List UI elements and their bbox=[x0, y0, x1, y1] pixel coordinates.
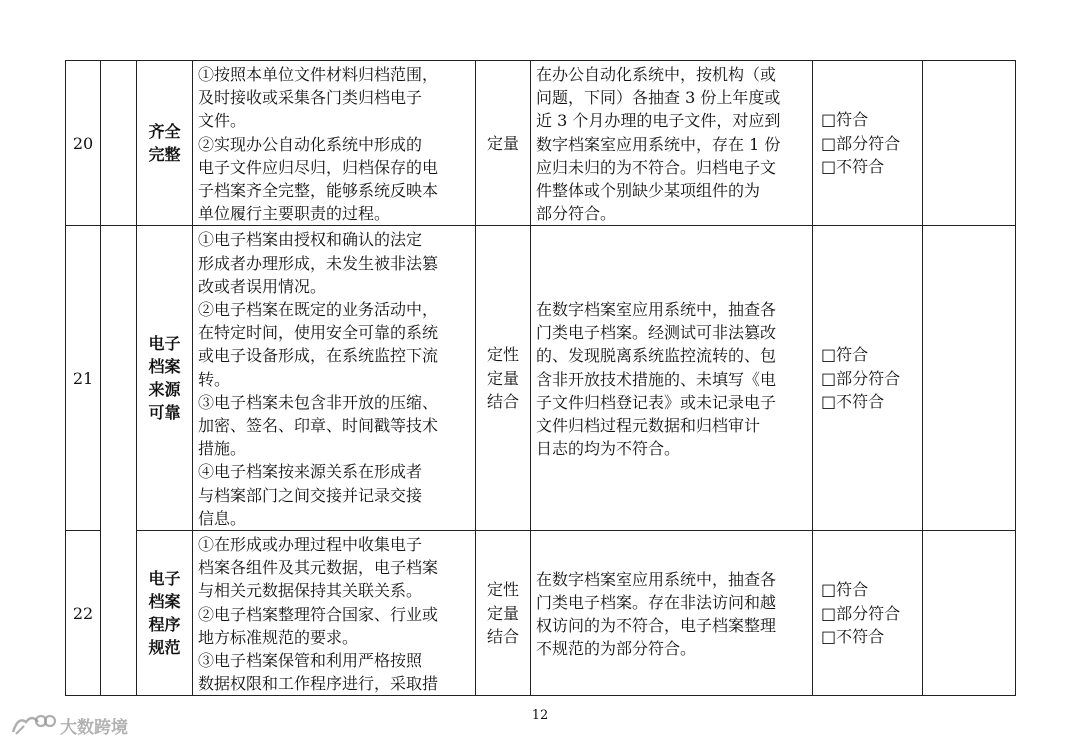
item-name-line: 电子 bbox=[148, 568, 181, 588]
evaluation-method-line: 近 3 个月办理的电子文件，对应到 bbox=[536, 111, 781, 131]
requirement-text-line: 文件。 bbox=[198, 111, 247, 131]
category-cell bbox=[101, 531, 137, 696]
evaluation-method-line: 文件归档过程元数据和归档审计 bbox=[536, 416, 761, 436]
requirement-text-line: 加密、签名、印章、时间戳等技术 bbox=[198, 416, 439, 436]
requirement-text-line: 或电子设备形成，在系统监控下流 bbox=[198, 346, 439, 366]
category-cell bbox=[101, 226, 137, 531]
evaluation-method-line: 含非开放技术措施的、未填写《电 bbox=[536, 369, 777, 389]
evaluation-method-line: 部分符合。 bbox=[536, 204, 617, 224]
evaluation-method-line: 门类电子档案。存在非法访问和越 bbox=[536, 593, 777, 613]
evaluation-method bbox=[531, 61, 813, 226]
requirement-text-line: ①在形成或办理过程中收集电子 bbox=[198, 535, 423, 555]
result-checkbox-option[interactable]: □部分符合 bbox=[821, 133, 901, 153]
requirement-text-line: 数据权限和工作程序进行，采取措 bbox=[198, 674, 439, 694]
item-name bbox=[137, 226, 193, 531]
row-number: 21 bbox=[66, 226, 101, 531]
evaluation-type-line: 定性 bbox=[486, 345, 519, 365]
item-name-line: 规范 bbox=[148, 638, 181, 658]
remarks-cell bbox=[923, 61, 1016, 226]
requirement-text-line: ②电子档案整理符合国家、行业或 bbox=[198, 604, 439, 624]
requirement-text-line: 子档案齐全完整，能够系统反映本 bbox=[198, 181, 439, 201]
result-options bbox=[813, 226, 923, 531]
evaluation-type-line: 结合 bbox=[486, 391, 519, 411]
result-options bbox=[813, 531, 923, 696]
item-name-line: 来源 bbox=[148, 380, 181, 400]
evaluation-method-line: 的、发现脱离系统监控流转的、包 bbox=[536, 346, 777, 366]
requirement-text-line: ④电子档案按来源关系在形成者 bbox=[198, 462, 423, 482]
watermark bbox=[10, 712, 128, 738]
evaluation-method-line: 在数字档案室应用系统中，抽查各 bbox=[536, 300, 777, 320]
page-number: 12 bbox=[531, 708, 549, 723]
item-name-line: 程序 bbox=[148, 615, 181, 635]
result-checkbox-option[interactable]: □不符合 bbox=[821, 626, 885, 646]
evaluation-type-line: 定量 bbox=[486, 603, 519, 623]
evaluation-method-line: 在办公自动化系统中，按机构（或 bbox=[536, 65, 777, 84]
result-checkbox-option[interactable]: □符合 bbox=[821, 345, 869, 365]
item-name-line: 齐全 bbox=[148, 122, 181, 141]
evaluation-type bbox=[476, 531, 531, 696]
result-checkbox-option[interactable]: □部分符合 bbox=[821, 603, 901, 623]
evaluation-method-line: 门类电子档案。经测试可非法篡改 bbox=[536, 323, 777, 343]
table-row bbox=[66, 61, 1016, 226]
remarks-cell bbox=[923, 531, 1016, 696]
evaluation-type-line: 定性 bbox=[486, 580, 519, 600]
requirement-text-line: 地方标准规范的要求。 bbox=[198, 627, 359, 647]
requirement-text-line: ③电子档案未包含非开放的压缩、 bbox=[198, 392, 439, 412]
requirement-text-line: 档案各组件及其元数据，电子档案 bbox=[198, 558, 439, 578]
requirement-text bbox=[193, 61, 476, 226]
result-options bbox=[813, 61, 923, 226]
table-row bbox=[66, 531, 1016, 696]
requirement-text-line: ②实现办公自动化系统中形成的 bbox=[198, 134, 423, 154]
evaluation-method-line: 应归未归的为不符合。归档电子文 bbox=[536, 157, 777, 177]
category-cell bbox=[101, 61, 137, 226]
result-checkbox-option[interactable]: □部分符合 bbox=[821, 368, 901, 388]
row-number: 22 bbox=[66, 531, 101, 696]
evaluation-method-line: 日志的均为不符合。 bbox=[536, 439, 681, 459]
result-checkbox-option[interactable]: □符合 bbox=[821, 580, 869, 600]
row-number: 20 bbox=[66, 61, 101, 226]
evaluation-type-line: 定量 bbox=[486, 133, 519, 153]
item-name-line: 完整 bbox=[148, 145, 181, 165]
requirement-text-line: 转。 bbox=[198, 369, 231, 389]
item-name bbox=[137, 61, 193, 226]
watermark-logo-icon bbox=[10, 712, 56, 738]
evaluation-type-line: 结合 bbox=[486, 626, 519, 646]
evaluation-type bbox=[476, 61, 531, 226]
requirement-text-line: 措施。 bbox=[198, 439, 247, 459]
item-name bbox=[137, 531, 193, 696]
requirement-text-line: ②电子档案在既定的业务活动中， bbox=[198, 300, 439, 320]
requirement-text-line: 在特定时间，使用安全可靠的系统 bbox=[198, 323, 439, 343]
evaluation-table bbox=[65, 60, 1016, 696]
requirement-text-line: 及时接收或采集各门类归档电子 bbox=[198, 88, 423, 108]
watermark-text: 大数跨境 bbox=[60, 717, 128, 738]
result-checkbox-option[interactable]: □符合 bbox=[821, 110, 869, 130]
item-name-line: 可靠 bbox=[148, 403, 181, 423]
requirement-text-line: 与相关元数据保持其关联关系。 bbox=[198, 581, 423, 601]
requirement-text bbox=[193, 226, 476, 531]
requirement-text-line: 电子文件应归尽归，归档保存的电 bbox=[198, 157, 439, 177]
evaluation-type-line: 定量 bbox=[486, 368, 519, 388]
requirement-text-line: 单位履行主要职责的过程。 bbox=[198, 204, 391, 224]
requirement-text bbox=[193, 531, 476, 696]
item-name-line: 档案 bbox=[148, 357, 181, 377]
evaluation-method-line: 子文件归档登记表》或未记录电子 bbox=[536, 392, 777, 412]
evaluation-method-line: 数字档案室应用系统中，存在 1 份 bbox=[536, 134, 781, 154]
requirement-text-line: ①按照本单位文件材料归档范围， bbox=[198, 65, 439, 84]
evaluation-method-line: 权访问的为不符合，电子档案整理 bbox=[536, 616, 777, 636]
requirement-text-line: 形成者办理形成，未发生被非法篡 bbox=[198, 253, 439, 273]
evaluation-type bbox=[476, 226, 531, 531]
result-checkbox-option[interactable]: □不符合 bbox=[821, 156, 885, 176]
item-name-line: 电子 bbox=[148, 333, 181, 353]
evaluation-method-line: 在数字档案室应用系统中，抽查各 bbox=[536, 569, 777, 589]
evaluation-method-line: 问题，下同）各抽查 3 份上年度或 bbox=[536, 88, 781, 108]
table-row bbox=[66, 226, 1016, 531]
requirement-text-line: ①电子档案由授权和确认的法定 bbox=[198, 230, 423, 250]
requirement-text-line: ③电子档案保管和利用严格按照 bbox=[198, 651, 423, 671]
evaluation-method-line: 不规范的为部分符合。 bbox=[536, 639, 697, 659]
requirement-text-line: 改或者误用情况。 bbox=[198, 276, 327, 296]
result-checkbox-option[interactable]: □不符合 bbox=[821, 391, 885, 411]
evaluation-method bbox=[531, 531, 813, 696]
requirement-text-line: 与档案部门之间交接并记录交接 bbox=[198, 485, 423, 505]
requirement-text-line: 信息。 bbox=[198, 508, 247, 528]
item-name-line: 档案 bbox=[148, 592, 181, 612]
evaluation-method bbox=[531, 226, 813, 531]
evaluation-method-line: 件整体或个别缺少某项组件的为 bbox=[536, 181, 761, 201]
remarks-cell bbox=[923, 226, 1016, 531]
